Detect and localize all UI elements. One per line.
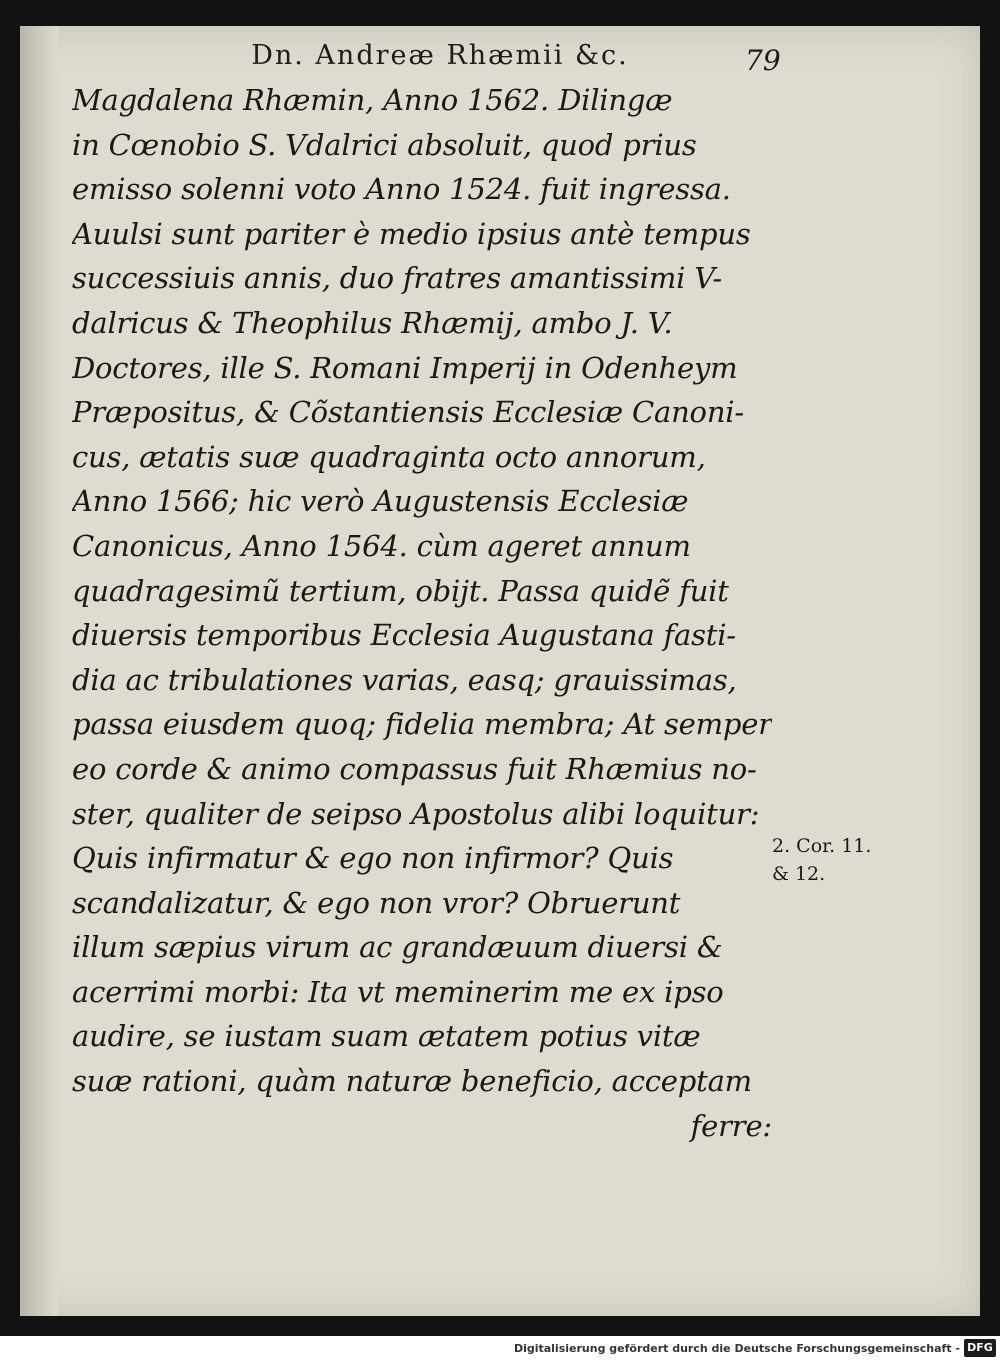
text-line: successiuis annis, duo fratres amantissimi V-: [72, 261, 722, 296]
text-line: Magdalena Rhæmin, Anno 1562. Dilingæ: [72, 83, 673, 117]
page-gutter: [20, 26, 58, 1316]
text-line: Canonicus, Anno 1564. cùm ageret annum: [72, 528, 691, 563]
dfg-logo-icon: DFG: [964, 1339, 996, 1357]
text-line: passa eiusdem quoq; fidelia membra; At semper: [72, 707, 772, 742]
text-line: illum sæpius virum ac grandæuum diuersi &: [72, 930, 723, 965]
book-page: [20, 26, 980, 1316]
text-line: in Cœnobio S. Vdalrici absoluit, quod prius: [72, 127, 697, 162]
text-line: cus, ætatis suæ quadraginta octo annorum,: [72, 439, 706, 474]
text-line: eo corde & animo compassus fuit Rhæmius no-: [72, 751, 757, 786]
marginal-note-line: 2. Cor. 11.: [772, 835, 872, 857]
text-line: suæ rationi, quàm naturæ beneficio, acceptam: [72, 1064, 752, 1099]
text-line: dia ac tribulationes varias, easq; grauissimas,: [72, 662, 737, 697]
text-line: Doctores, ille S. Romani Imperij in Odenheym: [72, 350, 738, 385]
marginal-note: [772, 832, 882, 888]
text-line: Anno 1566; hic verò Augustensis Ecclesiæ: [72, 484, 689, 519]
running-head: Dn. Andreæ Rhæmii &c.: [251, 40, 629, 71]
text-line: Præpositus, & Cõstantiensis Ecclesiæ Canoni-: [72, 395, 744, 430]
text-line: Quis infirmatur & ego non infirmor? Quis: [72, 841, 674, 876]
text-line: scandalizatur, & ego non vror? Obruerunt: [72, 885, 681, 920]
text-line: diuersis temporibus Ecclesia Augustana fasti-: [72, 618, 736, 653]
text-line: acerrimi morbi: Ita vt meminerim me ex ipso: [72, 974, 724, 1009]
page-number: 79: [745, 44, 781, 77]
text-line: quadragesimũ tertium, obijt. Passa quidẽ fuit: [72, 573, 729, 608]
text-line: audire, se iustam suam ætatem potius vitæ: [72, 1019, 701, 1054]
text-line: Auulsi sunt pariter è medio ipsius antè tempus: [72, 216, 751, 251]
marginal-note-line: & 12.: [772, 863, 826, 885]
funding-notice: Digitalisierung gefördert durch die Deutsche Forschungsgemeinschaft -: [513, 1342, 960, 1355]
footer-bar: [0, 1336, 1000, 1362]
text-line: emisso solenni voto Anno 1524. fuit ingressa.: [72, 172, 731, 207]
text-line: ster, qualiter de seipso Apostolus alibi loquitur:: [72, 796, 760, 831]
body-text: [72, 78, 772, 1148]
text-line: dalricus & Theophilus Rhæmij, ambo J. V.: [72, 305, 673, 340]
catchword-line: ferre:: [690, 1108, 772, 1143]
